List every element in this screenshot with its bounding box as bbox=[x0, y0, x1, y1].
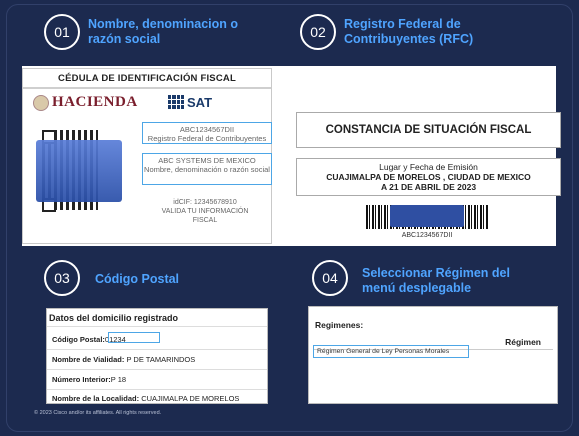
divider bbox=[47, 369, 267, 370]
step-2-title: Registro Federal de Contribuyentes (RFC) bbox=[344, 17, 474, 46]
copyright: © 2023 Cisco and/or its affiliates. All rights reserved. bbox=[34, 410, 162, 416]
hacienda-seal-icon bbox=[33, 95, 49, 111]
vialidad-row bbox=[52, 355, 195, 364]
sat-grid-icon bbox=[168, 95, 184, 109]
step-4-circle: 04 bbox=[312, 260, 348, 296]
constancia-title: CONSTANCIA DE SITUACIÓN FISCAL bbox=[325, 124, 532, 136]
cp-label: Código Postal: bbox=[52, 335, 105, 344]
step-2-circle: 02 bbox=[300, 14, 336, 50]
cp-value: 01234 bbox=[104, 335, 126, 344]
rfc-value: ABC1234567DII bbox=[179, 125, 235, 134]
step-1-circle: 01 bbox=[44, 14, 80, 50]
rfc-field-highlight bbox=[142, 122, 272, 144]
interior-row bbox=[52, 375, 126, 384]
localidad-row bbox=[52, 394, 239, 403]
cedula-title: CÉDULA DE IDENTIFICACIÓN FISCAL bbox=[58, 73, 236, 84]
cp-highlight bbox=[108, 332, 160, 343]
vialidad-value: P DE TAMARINDOS bbox=[126, 355, 196, 364]
step-1-title: Nombre, denominacion o razón social bbox=[88, 17, 239, 46]
regimen-column: Régimen bbox=[505, 337, 541, 347]
sat-text: SAT bbox=[187, 94, 213, 110]
name-field-highlight bbox=[142, 153, 272, 185]
interior-value: P 18 bbox=[110, 375, 127, 384]
divider bbox=[47, 326, 267, 327]
hacienda-logo: HACIENDA bbox=[52, 94, 138, 110]
regimen-dropdown-item[interactable]: Régimen General de Ley Personas Morales bbox=[313, 345, 469, 358]
localidad-value: CUAJIMALPA DE MORELOS bbox=[141, 394, 240, 403]
divider bbox=[47, 349, 267, 350]
interior-label: Número Interior: bbox=[52, 375, 111, 384]
constancia-title-box bbox=[296, 112, 561, 148]
rfc-label: Registro Federal de Contribuyentes bbox=[147, 134, 267, 143]
barcode-text: ABC1234567DII bbox=[401, 232, 453, 239]
lugar-fecha-box bbox=[296, 158, 561, 196]
step-3-circle: 03 bbox=[44, 260, 80, 296]
step-4-title: Seleccionar Régimen del menú desplegable bbox=[362, 266, 510, 295]
domicilio-card bbox=[46, 308, 268, 404]
vialidad-label: Nombre de Vialidad: bbox=[52, 355, 125, 364]
barcode-redaction-box bbox=[390, 205, 464, 227]
idcif-text bbox=[150, 198, 260, 225]
localidad-label: Nombre de la Localidad: bbox=[52, 394, 140, 403]
valida-text: VALIDA TU INFORMACIÓN FISCAL bbox=[161, 208, 249, 224]
lugar-line1: CUAJIMALPA DE MORELOS , CIUDAD DE MEXICO bbox=[326, 172, 531, 182]
divider bbox=[47, 389, 267, 390]
lugar-label: Lugar y Fecha de Emisión bbox=[379, 162, 478, 172]
name-value: ABC SYSTEMS DE MEXICO bbox=[158, 156, 256, 165]
regimen-title: Regimenes: bbox=[315, 320, 364, 330]
qr-redaction-box bbox=[36, 140, 122, 202]
name-label: Nombre, denominación o razón social bbox=[144, 165, 270, 174]
lugar-line2: A 21 DE ABRIL DE 2023 bbox=[380, 182, 477, 192]
domicilio-title: Datos del domicilio registrado bbox=[49, 313, 179, 323]
step-3-title: Código Postal bbox=[95, 272, 180, 286]
idcif-value: idCIF: 12345678910 bbox=[173, 199, 237, 206]
divider bbox=[23, 87, 271, 89]
sat-logo bbox=[168, 93, 232, 111]
regimen-card bbox=[308, 306, 558, 404]
